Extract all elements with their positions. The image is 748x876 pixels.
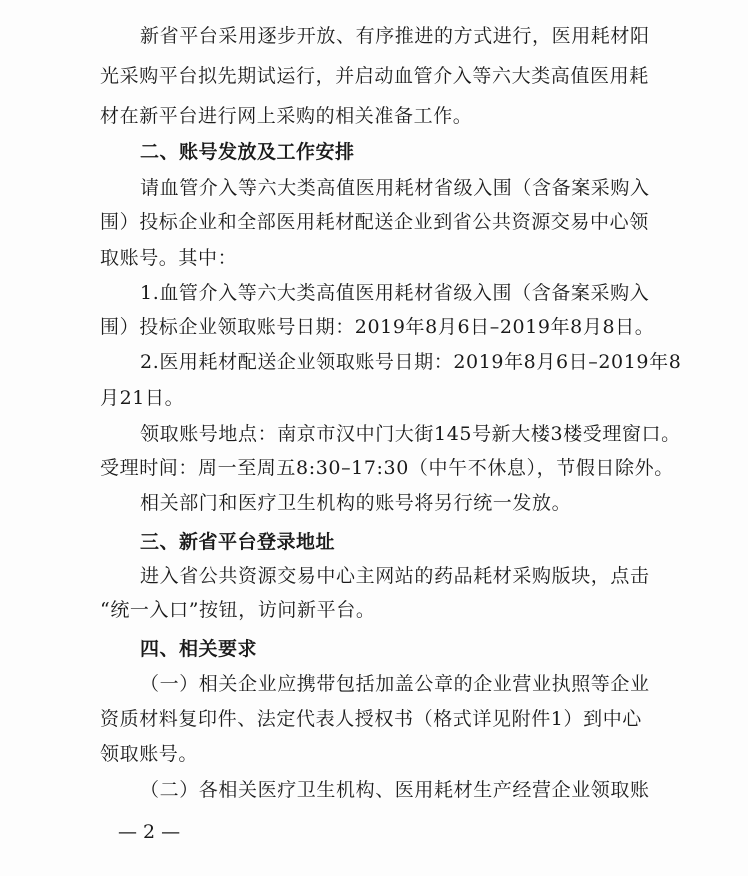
paragraph-line: 请血管介入等六大类高值医用耗材省级入围（含备案采购入 xyxy=(140,177,650,199)
paragraph-line: 取账号。其中： xyxy=(100,247,238,269)
paragraph-line: 领取账号地点：南京市汉中门大街145号新大楼3楼受理窗口。 xyxy=(140,423,681,445)
list-item-line: 1.血管介入等六大类高值医用耗材省级入围（含备案采购入 xyxy=(140,282,650,304)
list-item-line: 月21日。 xyxy=(100,387,185,409)
paragraph-line: 新省平台采用逐步开放、有序推进的方式进行，医用耗材阳 xyxy=(140,25,650,47)
list-item-line: 2.医用耗材配送企业领取账号日期：2019年8月6日–2019年8 xyxy=(140,351,682,373)
page-number: — 2 — xyxy=(118,821,181,843)
paragraph-line: （一）相关企业应携带包括加盖公章的企业营业执照等企业 xyxy=(140,673,650,695)
paragraph-line: 进入省公共资源交易中心主网站的药品耗材采购版块，点击 xyxy=(140,565,650,587)
section-heading-4: 四、相关要求 xyxy=(140,638,258,660)
paragraph-line: 领取账号。 xyxy=(100,743,199,765)
section-heading-3: 三、新省平台登录地址 xyxy=(140,531,336,553)
paragraph-line: 受理时间：周一至周五8:30–17:30（中午不休息），节假日除外。 xyxy=(100,457,674,479)
paragraph-line: “统一入口”按钮，访问新平台。 xyxy=(100,599,376,621)
paragraph-line: 围）投标企业和全部医用耗材配送企业到省公共资源交易中心领 xyxy=(100,211,649,233)
paragraph-line: （二）各相关医疗卫生机构、医用耗材生产经营企业领取账 xyxy=(140,779,650,801)
paragraph-line: 材在新平台进行网上采购的相关准备工作。 xyxy=(100,105,473,127)
paragraph-line: 相关部门和医疗卫生机构的账号将另行统一发放。 xyxy=(140,492,572,514)
paragraph-line: 光采购平台拟先期试运行，并启动血管介入等六大类高值医用耗 xyxy=(100,65,649,87)
list-item-line: 围）投标企业领取账号日期：2019年8月6日–2019年8月8日。 xyxy=(100,316,655,338)
paragraph-line: 资质材料复印件、法定代表人授权书（格式详见附件1）到中心 xyxy=(100,708,642,730)
section-heading-2: 二、账号发放及工作安排 xyxy=(140,141,355,163)
